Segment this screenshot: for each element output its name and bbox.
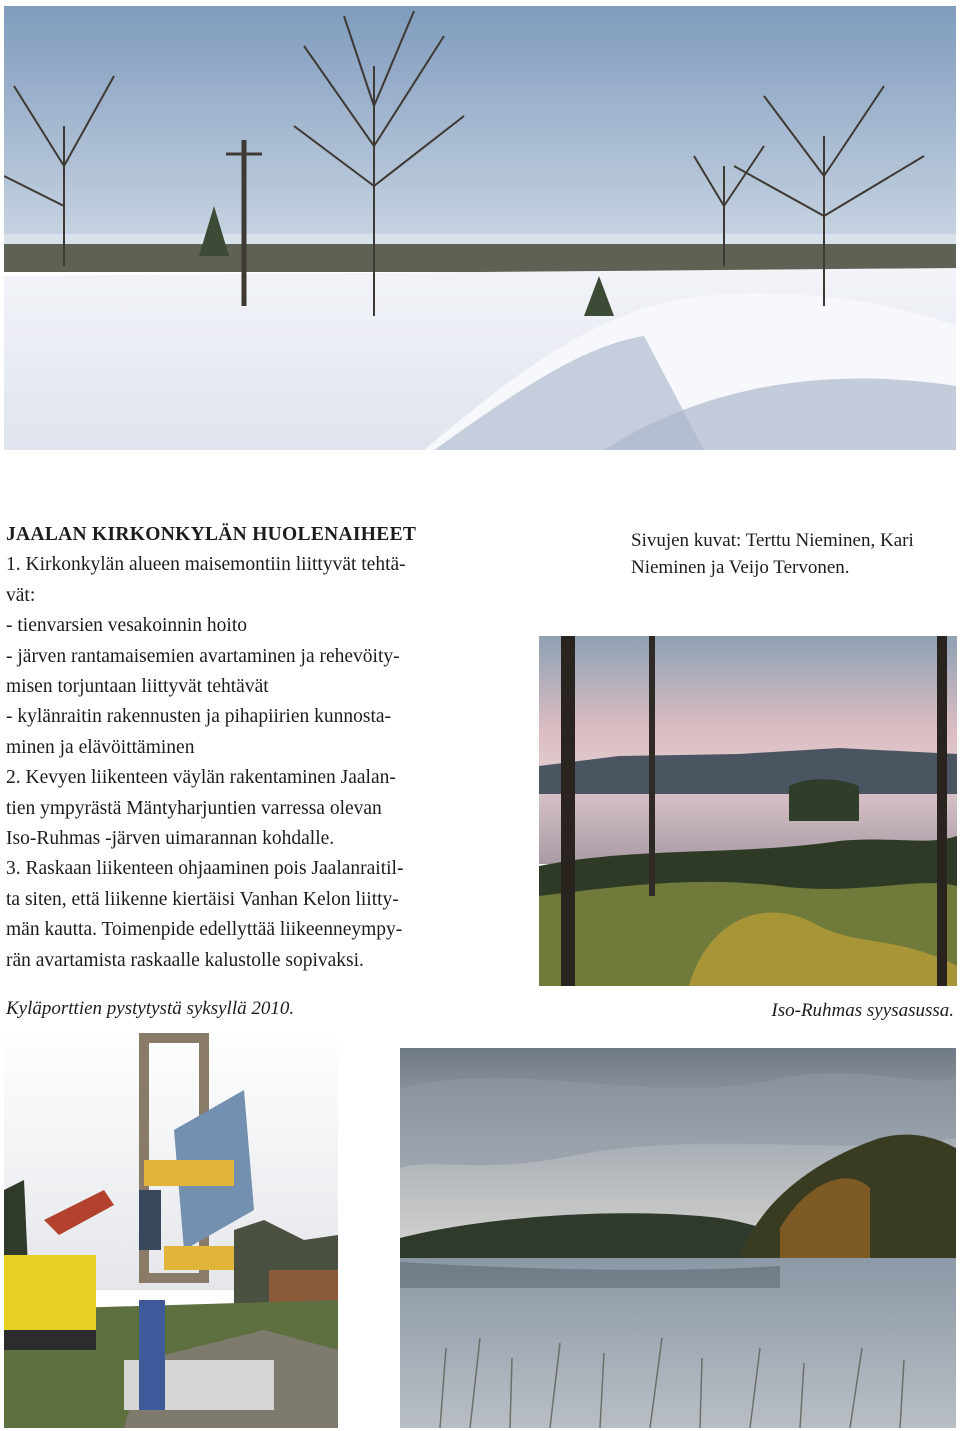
text-line: ta siten, että liikenne kiertäisi Vanhan Kelon liitty- [6, 888, 399, 910]
concerns-heading: JAALAN KIRKONKYLÄN HUOLENAIHEET [6, 524, 417, 545]
text-line: Iso-Ruhmas -järven uimarannan kohdalle. [6, 828, 335, 850]
lake-photo-caption: Iso-Ruhmas syysasussa. [771, 1000, 954, 1021]
text-line: vät: [6, 584, 36, 606]
text-line: rän avartamista raskaalle kalustolle sopivaksi. [6, 949, 364, 971]
text-line: - järven rantamaisemien avartaminen ja rehevöity- [6, 645, 400, 667]
credits-line: Sivujen kuvat: Terttu Nieminen, Kari [631, 530, 914, 551]
text-line: 3. Raskaan liikenteen ohjaaminen pois Jaalanraitil- [6, 858, 404, 880]
village-gate-photo [4, 1030, 338, 1428]
text-line: tien ympyrästä Mäntyharjuntien varressa olevan [6, 797, 382, 819]
autumn-lake-photo [539, 636, 957, 986]
text-line: minen ja elävöittäminen [6, 736, 195, 758]
concerns-text-block [6, 520, 526, 976]
text-line: 1. Kirkonkylän alueen maisemontiin liittyvät tehtä- [6, 554, 406, 576]
text-line: 2. Kevyen liikenteen väylän rakentaminen Jaalan- [6, 767, 396, 789]
winter-landscape-photo [4, 6, 956, 450]
evening-lake-photo [400, 1048, 956, 1428]
text-line: - tienvarsien vesakoinnin hoito [6, 615, 247, 637]
text-line: - kylänraitin rakennusten ja pihapiirien kunnosta- [6, 706, 392, 728]
gate-photo-caption: Kyläporttien pystytystä syksyllä 2010. [6, 998, 295, 1019]
text-line: män kautta. Toimenpide edellyttää liikeenneympy- [6, 919, 403, 941]
text-line: misen torjuntaan liittyvät tehtävät [6, 676, 269, 698]
credits-line: Nieminen ja Veijo Tervonen. [631, 557, 850, 578]
photo-credits [631, 527, 957, 581]
